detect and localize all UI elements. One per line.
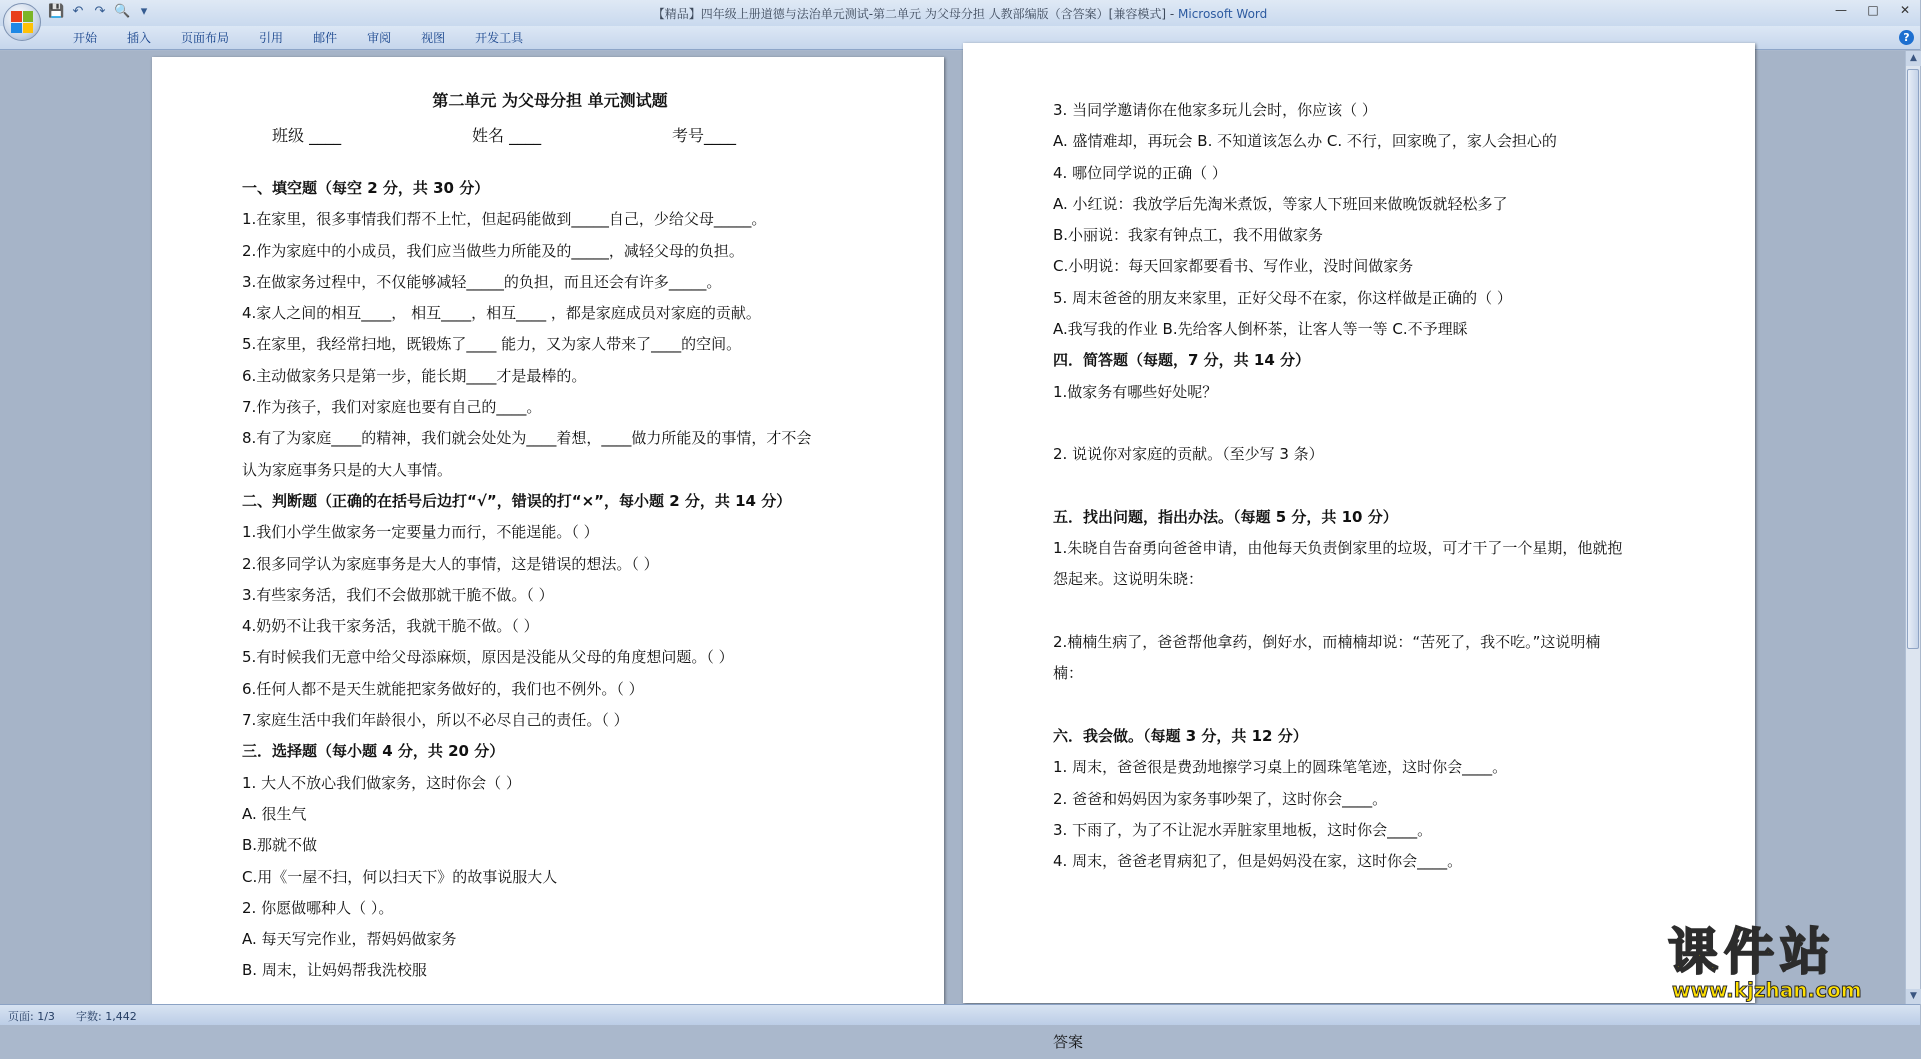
tab-developer[interactable]: 开发工具: [475, 31, 524, 45]
question-line: [1053, 690, 1669, 721]
save-icon[interactable]: 💾: [48, 4, 65, 19]
question-line: 6.主动做家务只是第一步，能长期____才是最棒的。: [242, 366, 587, 385]
question-line: A.我写我的作业 B.先给客人倒杯茶，让客人等一等 C.不予理睬: [1053, 320, 1468, 339]
question-line: 4.奶奶不让我干家务活，我就干脆不做。（ ）: [242, 617, 539, 636]
question-line: 1.在家里，很多事情我们帮不上忙，但起码能做到_____自己，少给父母_____。: [242, 210, 767, 229]
document-title: 【精品】四年级上册道德与法治单元测试-第二单元 为父母分担 人教部编版（含答案）[兼容模式] -: [652, 7, 1178, 21]
name-field: 姓名 ____: [472, 126, 542, 145]
window-controls: [1832, 3, 1914, 17]
scroll-up-icon[interactable]: ▲: [1906, 51, 1921, 66]
exam-number-field: 考号____: [672, 126, 737, 145]
app-name: Microsoft Word: [1178, 7, 1268, 21]
undo-icon[interactable]: ↶: [72, 4, 84, 19]
tab-home[interactable]: 开始: [73, 31, 98, 45]
question-line: 3. 下雨了，为了不让泥水弄脏家里地板，这时你会____。: [1053, 820, 1433, 839]
question-line: 2. 爸爸和妈妈因为家务事吵架了，这时你会____。: [1053, 789, 1388, 808]
minimize-button[interactable]: —: [1835, 3, 1847, 17]
question-line: 1.朱晓自告奋勇向爸爸申请，由他每天负责倒家里的垃圾，可才干了一个星期，他就抱: [1053, 539, 1623, 558]
question-line: 7.家庭生活中我们年龄很小，所以不必尽自己的责任。（ ）: [242, 711, 629, 730]
redo-icon[interactable]: ↷: [94, 4, 106, 19]
scroll-down-icon[interactable]: ▼: [1906, 989, 1921, 1004]
status-bar: [0, 1004, 1920, 1025]
question-line: A. 小红说：我放学后先淘米煮饭，等家人下班回来做晚饭就轻松多了: [1053, 194, 1508, 213]
close-button[interactable]: ✕: [1899, 3, 1911, 17]
office-logo-icon: [11, 11, 33, 33]
section-heading: 五．找出问题，指出办法。（每题 5 分，共 10 分）: [1053, 507, 1398, 526]
page-count[interactable]: 页面: 1/3: [8, 1010, 55, 1023]
question-line: 2. 说说你对家庭的贡献。（至少写 3 条）: [1053, 445, 1324, 464]
question-line: C.小明说：每天回家都要看书、写作业，没时间做家务: [1053, 257, 1414, 276]
answer-label: 答案: [1053, 1033, 1084, 1052]
question-line: B.小丽说：我家有钟点工，我不用做家务: [1053, 226, 1324, 245]
question-line: 1.我们小学生做家务一定要量力而行，不能逞能。（ ）: [242, 523, 599, 542]
question-line: A. 每天写完作业，帮妈妈做家务: [242, 930, 457, 949]
office-button[interactable]: [3, 3, 41, 41]
question-line: 楠：: [1053, 664, 1084, 683]
section-heading: 二、判断题（正确的在括号后边打“√”，错误的打“×”，每小题 2 分，共 14 分）: [242, 491, 792, 510]
question-line: B. 周末，让妈妈帮我洗校服: [242, 961, 427, 980]
question-line: 3.有些家务活，我们不会做那就干脆不做。（ ）: [242, 585, 554, 604]
question-line: A. 盛情难却，再玩会 B. 不知道该怎么办 C. 不行，回家晚了，家人会担心的: [1053, 132, 1557, 151]
maximize-button[interactable]: □: [1867, 3, 1879, 17]
watermark-text: 课件站: [1668, 923, 1836, 981]
question-line: 3.在做家务过程中，不仅能够减轻_____的负担，而且还会有许多_____。: [242, 272, 722, 291]
section-heading: 一、填空题（每空 2 分，共 30 分）: [242, 179, 490, 197]
question-line: 5.有时候我们无意中给父母添麻烦，原因是没能从父母的角度想问题。（ ）: [242, 648, 734, 667]
page-2-content: [1053, 95, 1669, 1059]
question-line: 5.在家里，我经常扫地，既锻炼了____ 能力，又为家人带来了____的空间。: [242, 335, 742, 354]
page-1-content: [242, 83, 858, 987]
question-line: 1.做家务有哪些好处呢？: [1053, 382, 1218, 401]
tab-view[interactable]: 视图: [421, 31, 446, 45]
help-icon[interactable]: ?: [1899, 30, 1914, 45]
question-line: 2. 你愿做哪种人（ ）。: [242, 898, 394, 917]
page-1-lines: [242, 173, 858, 987]
class-field: 班级 ____: [272, 126, 342, 145]
student-info-row: [242, 119, 858, 153]
question-line: 1. 周末，爸爸很是费劲地擦学习桌上的圆珠笔笔迹，这时你会____。: [1053, 758, 1508, 777]
question-line: 2.楠楠生病了，爸爸帮他拿药，倒好水，而楠楠却说：“苦死了，我不吃。”这说明楠: [1053, 633, 1601, 652]
question-line: 7.作为孩子，我们对家庭也要有自己的____。: [242, 398, 542, 417]
tab-references[interactable]: 引用: [259, 31, 284, 45]
section-heading: 四．简答题（每题，7 分，共 14 分）: [1053, 351, 1310, 370]
watermark-logo: [1668, 925, 1898, 1005]
question-line: 4. 周末，爸爸老胃病犯了，但是妈妈没在家，这时你会____。: [1053, 852, 1463, 871]
question-line: B.那就不做: [242, 836, 318, 855]
question-line: 认为家庭事务只是的大人事情。: [242, 460, 453, 479]
question-line: 怨起来。这说明朱晓：: [1053, 570, 1204, 589]
question-line: 5. 周末爸爸的朋友来家里，正好父母不在家，你这样做是正确的（ ）: [1053, 288, 1512, 307]
page-2[interactable]: [963, 43, 1755, 1052]
question-line: 8.有了为家庭____的精神，我们就会处处为____着想，____做力所能及的事情，才不会: [242, 429, 812, 448]
word-count[interactable]: 字数: 1,442: [76, 1010, 137, 1023]
print-preview-icon[interactable]: 🔍: [114, 4, 131, 19]
window-title: [0, 5, 1920, 22]
scrollbar-thumb[interactable]: [1907, 69, 1919, 649]
vertical-scrollbar[interactable]: [1905, 51, 1920, 1004]
ribbon-tabs: [58, 30, 538, 46]
question-line: A. 很生气: [242, 804, 307, 823]
question-line: 2.很多同学认为家庭事务是大人的事情，这是错误的想法。（ ）: [242, 554, 659, 573]
section-heading: 六．我会做。（每题 3 分，共 12 分）: [1053, 726, 1308, 745]
question-line: [1053, 408, 1669, 439]
tab-page-layout[interactable]: 页面布局: [181, 31, 230, 45]
question-line: 4. 哪位同学说的正确（ ）: [1053, 163, 1227, 182]
page-2-lines: [1053, 95, 1669, 877]
question-line: [1053, 471, 1669, 502]
question-line: 6.任何人都不是天生就能把家务做好的，我们也不例外。（ ）: [242, 679, 644, 698]
dropdown-icon[interactable]: ▾: [140, 4, 148, 19]
watermark-url: www.kjzhan.com: [1672, 978, 1862, 1002]
tab-mailings[interactable]: 邮件: [313, 31, 338, 45]
question-line: 3. 当同学邀请你在他家多玩儿会时，你应该（ ）: [1053, 101, 1377, 119]
exam-title: 第二单元 为父母分担 单元测试题: [432, 91, 668, 110]
tab-insert[interactable]: 插入: [127, 31, 152, 45]
page-1[interactable]: [152, 57, 944, 1017]
question-line: 4.家人之间的相互____， 相互____，相互____ ，都是家庭成员对家庭的贡献。: [242, 304, 761, 323]
section-heading: 三．选择题（每小题 4 分，共 20 分）: [242, 742, 505, 761]
question-line: 2.作为家庭中的小成员，我们应当做些力所能及的_____，减轻父母的负担。: [242, 241, 744, 260]
question-line: C.用《一屋不扫，何以扫天下》的故事说服大人: [242, 867, 558, 886]
title-bar: [0, 0, 1920, 26]
tab-review[interactable]: 审阅: [367, 31, 392, 45]
question-line: [1053, 596, 1669, 627]
question-line: 1. 大人不放心我们做家务，这时你会（ ）: [242, 773, 521, 792]
